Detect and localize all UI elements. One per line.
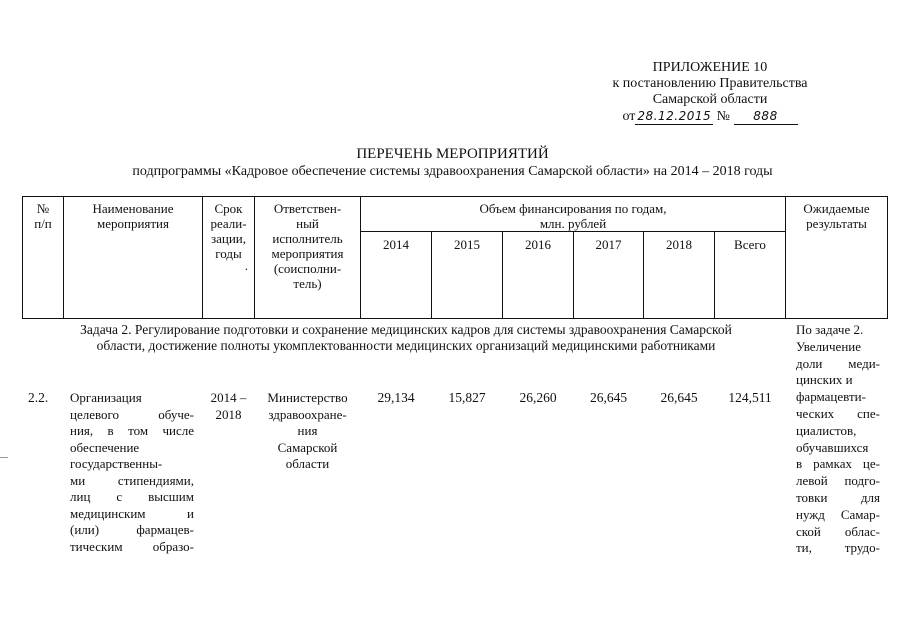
- funding-2016: 26,260: [519, 390, 557, 405]
- responsible-executor: Министерство здравоохране- ния Самарской области: [267, 390, 348, 471]
- header-funding: Объем финансирования по годам, млн. рублей: [479, 201, 667, 231]
- handwritten-date: 28.12.2015: [637, 109, 712, 123]
- funding-2014: 29,134: [377, 390, 415, 405]
- funding-total: 124,511: [728, 390, 772, 405]
- appendix-label: ПРИЛОЖЕНИЕ 10: [652, 60, 768, 75]
- header-total: Всего: [734, 237, 766, 252]
- task-heading: Задача 2. Регулирование подготовки и сохранение медицинских кадров для системы здравоохранения Самарской области, достижение полноты укомплектованности медицинских организаций медицинскими работниками: [80, 322, 732, 353]
- header-results: Ожидаемые результаты: [803, 201, 870, 231]
- header-year-2018: 2018: [666, 237, 692, 252]
- appendix-region-line: Самарской области: [652, 92, 768, 107]
- appendix-resolution-line: к постановлению Правительства: [612, 76, 808, 91]
- table-top-border: [22, 196, 888, 197]
- header-executor: Ответствен- ный исполнитель мероприятия (соисполни- тель): [271, 201, 344, 291]
- header-term: Срок реали- зации, годы .: [210, 201, 248, 273]
- number-sign: №: [716, 109, 730, 124]
- appendix-block: [560, 60, 860, 125]
- row-number: 2.2.: [28, 390, 49, 405]
- header-year-2015: 2015: [454, 237, 480, 252]
- header-year-2014: 2014: [383, 237, 409, 252]
- date-prefix: от: [622, 109, 636, 124]
- margin-mark: [0, 457, 8, 458]
- handwritten-number: 888: [734, 108, 798, 125]
- header-number: № п/п: [34, 201, 52, 231]
- appendix-date-line: [560, 108, 860, 125]
- document-subtitle: подпрограммы «Кадровое обеспечение системы здравоохранения Самарской области» на 2014 – 2018 годы: [132, 164, 773, 179]
- header-bottom-border: [22, 318, 888, 319]
- header-year-2017: 2017: [595, 237, 622, 252]
- header-year-2016: 2016: [525, 237, 551, 252]
- header-name: Наименование мероприятия: [92, 201, 174, 231]
- expected-results: По задаче 2. Увеличение доли меди- цинских и фармацевти- ческих спе- циалистов, обучавшихся в рамках це- левой подго- товки для нужд Самар- ской облас- ти, трудо-: [796, 322, 880, 556]
- funding-2017: 26,645: [589, 390, 628, 405]
- document-title: ПЕРЕЧЕНЬ МЕРОПРИЯТИЙ: [356, 146, 549, 162]
- funding-2015: 15,827: [448, 390, 486, 405]
- measure-name: Организация целевого обуче- ния, в том числе обеспечение государственны- ми стипендиями, лиц с высшим медицинским и (или) фармацев- тическим образо-: [70, 390, 194, 554]
- col-border: [887, 196, 888, 319]
- funding-2018: 26,645: [660, 390, 698, 405]
- implementation-term: 2014 – 2018: [210, 390, 247, 422]
